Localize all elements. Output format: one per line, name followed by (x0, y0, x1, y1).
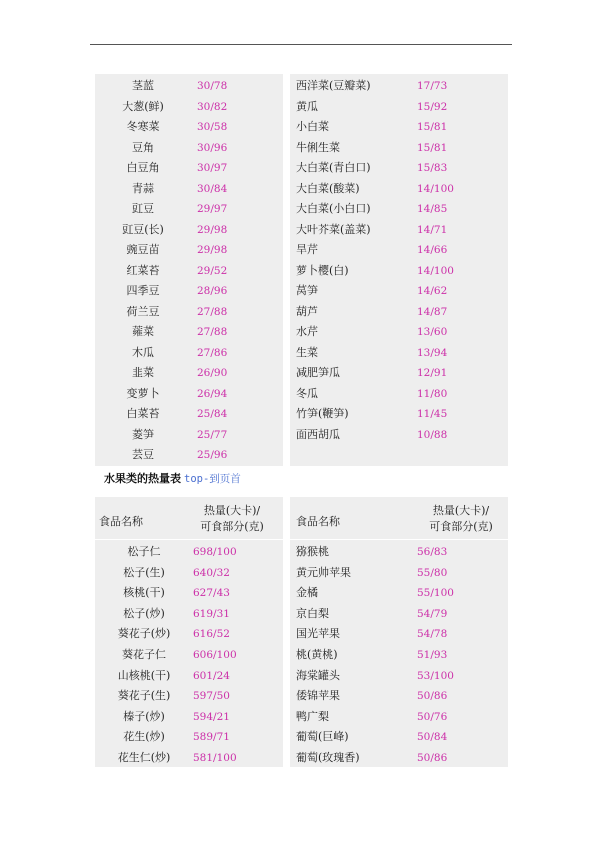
food-name: 松子(炒) (123, 606, 165, 620)
header-rule (90, 44, 512, 45)
table-row (95, 261, 283, 281)
table-row (290, 138, 508, 158)
calorie-value: 619/31 (193, 607, 230, 620)
calorie-value: 30/82 (197, 100, 228, 113)
fruit-table-left (95, 497, 283, 767)
food-name: 葵花子仁 (122, 648, 166, 661)
table-row (95, 343, 283, 363)
table-row (95, 179, 283, 199)
calorie-value: 50/76 (417, 710, 448, 723)
calorie-value: 581/100 (193, 752, 237, 764)
column-header-calories (416, 503, 506, 535)
calorie-value: 50/86 (417, 752, 448, 764)
table-row (95, 302, 283, 322)
table-row (290, 425, 508, 445)
table-row (290, 563, 508, 583)
vegetable-table-right (290, 74, 508, 466)
calories-header-line1: 热量(大卡)/ (432, 504, 490, 517)
table-row (95, 281, 283, 301)
food-name: 青蒜 (132, 181, 154, 195)
table-row (95, 542, 283, 562)
calorie-value: 56/83 (417, 546, 448, 558)
table-row (290, 707, 508, 727)
food-name: 花生仁(炒) (117, 751, 171, 764)
food-name: 韭菜 (132, 366, 154, 379)
calorie-value: 25/96 (197, 449, 228, 461)
table-row (95, 138, 283, 158)
table-row (95, 384, 283, 404)
header-divider (95, 539, 283, 540)
calorie-value: 14/87 (417, 305, 448, 318)
food-name: 莴笋 (296, 284, 318, 297)
food-name: 西洋菜(豆瓣菜) (296, 79, 371, 92)
food-name: 大白菜(小白口) (296, 202, 371, 215)
table-row (95, 707, 283, 727)
table-row (290, 302, 508, 322)
food-name: 黄瓜 (296, 99, 318, 113)
column-header-food-name: 食品名称 (99, 515, 143, 528)
calorie-value: 14/71 (417, 223, 448, 236)
calorie-value: 14/62 (417, 285, 448, 297)
table-row (95, 404, 283, 424)
calorie-value: 25/84 (197, 408, 228, 420)
table-row (290, 604, 508, 624)
fruit-table-right (290, 497, 508, 767)
food-name: 大叶芥菜(盖菜) (296, 222, 371, 236)
table-row (290, 281, 508, 301)
calorie-value: 25/77 (197, 428, 228, 441)
calorie-value: 30/58 (197, 121, 228, 133)
table-row (290, 322, 508, 342)
food-name: 白菜苔 (126, 407, 160, 420)
table-row (95, 727, 283, 747)
food-name: 桃(黄桃) (296, 648, 338, 661)
calorie-value: 601/24 (193, 669, 230, 682)
calorie-value: 50/86 (417, 690, 448, 703)
calorie-value: 616/52 (193, 628, 230, 641)
calorie-value: 15/81 (417, 141, 448, 154)
food-name: 葵花子(生) (117, 689, 171, 703)
calorie-value: 14/66 (417, 244, 448, 256)
table-row (95, 117, 283, 137)
back-to-top-link[interactable] (184, 471, 241, 486)
food-name: 水芹 (296, 325, 318, 338)
calorie-value: 627/43 (193, 587, 230, 600)
calorie-value: 55/80 (417, 566, 448, 579)
table-row (290, 343, 508, 363)
food-name: 山核桃(干) (117, 668, 171, 682)
food-name: 海棠罐头 (296, 668, 340, 682)
calorie-value: 14/85 (417, 203, 448, 215)
food-name: 倭锦苹果 (296, 689, 340, 703)
header-divider (290, 539, 508, 540)
food-name: 豇豆 (132, 202, 154, 215)
calorie-value: 14/100 (417, 264, 454, 277)
food-name: 核桃(干) (123, 586, 165, 600)
food-name: 国光苹果 (296, 627, 340, 641)
table-row (95, 624, 283, 644)
food-name: 冬寒菜 (126, 120, 160, 133)
food-name: 变萝卜 (126, 386, 160, 400)
table-row (290, 666, 508, 686)
calorie-value: 15/92 (417, 100, 448, 113)
food-name: 鸭广梨 (296, 709, 329, 723)
food-name: 生菜 (296, 345, 318, 359)
food-name: 松子仁 (127, 545, 161, 558)
table-row (95, 445, 283, 465)
table-row (95, 97, 283, 117)
table-row (290, 199, 508, 219)
food-name: 豇豆(长) (122, 222, 164, 236)
food-name: 黄元帅苹果 (296, 565, 351, 579)
table-row (290, 404, 508, 424)
food-name: 牛俐生菜 (296, 140, 340, 154)
table-row (95, 666, 283, 686)
food-name: 减肥笋瓜 (296, 366, 340, 379)
food-name: 葫芦 (296, 304, 318, 318)
calorie-value: 29/52 (197, 264, 228, 277)
calorie-value: 51/93 (417, 649, 448, 661)
table-row (290, 220, 508, 240)
calorie-value: 13/60 (417, 326, 448, 338)
table-row (95, 240, 283, 260)
table-row (95, 199, 283, 219)
food-name: 面西胡瓜 (296, 427, 340, 441)
food-name: 萝卜樱(白) (296, 263, 349, 277)
column-header-calories (187, 503, 277, 535)
food-name: 松子(生) (123, 565, 165, 579)
calorie-value: 29/98 (197, 223, 228, 236)
calorie-value: 606/100 (193, 649, 237, 661)
table-row (290, 76, 508, 96)
table-row (95, 604, 283, 624)
table-row (290, 686, 508, 706)
food-name: 大白菜(酸菜) (296, 181, 360, 195)
food-name: 豌豆苗 (126, 243, 160, 256)
table-row (95, 645, 283, 665)
calorie-value: 54/78 (417, 628, 448, 641)
calorie-value: 26/94 (197, 387, 228, 400)
table-row (290, 117, 508, 137)
top-link-prefix[interactable]: top- (184, 473, 210, 485)
calorie-value: 14/100 (417, 182, 454, 195)
calorie-value: 30/78 (197, 80, 228, 92)
food-name: 葡萄(巨峰) (296, 730, 349, 744)
table-row (95, 686, 283, 706)
food-name: 榛子(炒) (123, 709, 165, 723)
calorie-value: 27/86 (197, 346, 228, 359)
food-name: 大白菜(青白口) (296, 161, 371, 174)
food-name: 四季豆 (126, 284, 160, 297)
table-row (290, 363, 508, 383)
calorie-value: 54/79 (417, 607, 448, 620)
food-name: 芸豆 (132, 448, 154, 461)
table-row (290, 748, 508, 768)
table-row (95, 563, 283, 583)
food-name: 蕹菜 (132, 325, 154, 338)
food-name: 旱芹 (296, 243, 318, 256)
food-name: 红菜苔 (126, 263, 160, 277)
table-row (95, 583, 283, 603)
calorie-value: 55/100 (417, 587, 454, 600)
calories-header-line2: 可食部分(克) (429, 520, 493, 533)
food-name: 京白梨 (296, 606, 329, 620)
calorie-value: 13/94 (417, 346, 448, 359)
food-name: 大葱(鲜) (122, 99, 164, 113)
calorie-value: 27/88 (197, 326, 228, 338)
calorie-value: 30/84 (197, 182, 228, 195)
food-name: 木瓜 (132, 345, 154, 359)
calorie-value: 594/21 (193, 710, 230, 723)
calorie-value: 11/80 (417, 387, 448, 400)
food-name: 葡萄(玫瑰香) (296, 751, 360, 764)
calories-header-line2: 可食部分(克) (200, 520, 264, 533)
table-row (95, 748, 283, 768)
calorie-value: 597/50 (193, 690, 230, 703)
table-row (95, 322, 283, 342)
top-link-label[interactable]: 到页首 (209, 473, 241, 485)
calorie-value: 53/100 (417, 669, 454, 682)
table-row (290, 727, 508, 747)
fruit-section-title: 水果类的热量表 (104, 472, 181, 485)
table-row (290, 97, 508, 117)
table-row (290, 158, 508, 178)
food-name: 白豆角 (126, 161, 160, 174)
food-name: 葵花子(炒) (117, 627, 171, 641)
table-row (290, 261, 508, 281)
food-name: 豆角 (132, 140, 154, 154)
calorie-value: 50/84 (417, 731, 448, 744)
food-name: 冬瓜 (296, 386, 318, 400)
calorie-value: 11/45 (417, 408, 448, 420)
table-row (95, 425, 283, 445)
table-row (290, 179, 508, 199)
calories-header-line1: 热量(大卡)/ (203, 504, 261, 517)
calorie-value: 30/97 (197, 162, 228, 174)
food-name: 猕猴桃 (296, 545, 329, 558)
food-name: 茎蓝 (132, 79, 154, 92)
calorie-value: 17/73 (417, 80, 448, 92)
calorie-value: 29/97 (197, 203, 228, 215)
table-row (95, 220, 283, 240)
calorie-value: 27/88 (197, 305, 228, 318)
calorie-value: 698/100 (193, 546, 237, 558)
food-name: 金橘 (296, 586, 318, 600)
table-row (290, 384, 508, 404)
table-row (95, 76, 283, 96)
table-row (290, 240, 508, 260)
food-name: 荷兰豆 (126, 304, 160, 318)
calorie-value: 15/83 (417, 162, 448, 174)
table-row (290, 645, 508, 665)
table-row (95, 158, 283, 178)
table-row (290, 583, 508, 603)
column-header-food-name: 食品名称 (296, 515, 340, 528)
food-name: 菱笋 (132, 427, 154, 441)
food-name: 小白菜 (296, 120, 329, 133)
vegetable-table-left (95, 74, 283, 466)
calorie-value: 30/96 (197, 141, 228, 154)
calorie-value: 589/71 (193, 731, 230, 744)
food-name: 竹笋(鞭笋) (296, 407, 349, 420)
table-row (95, 363, 283, 383)
calorie-value: 29/98 (197, 244, 228, 256)
calorie-value: 26/90 (197, 367, 228, 379)
calorie-value: 15/81 (417, 121, 448, 133)
calorie-value: 28/96 (197, 285, 228, 297)
calorie-value: 640/32 (193, 566, 230, 579)
food-name: 花生(炒) (123, 730, 165, 744)
table-row (290, 542, 508, 562)
calorie-value: 12/91 (417, 367, 448, 379)
table-row (290, 624, 508, 644)
calorie-value: 10/88 (417, 428, 448, 441)
